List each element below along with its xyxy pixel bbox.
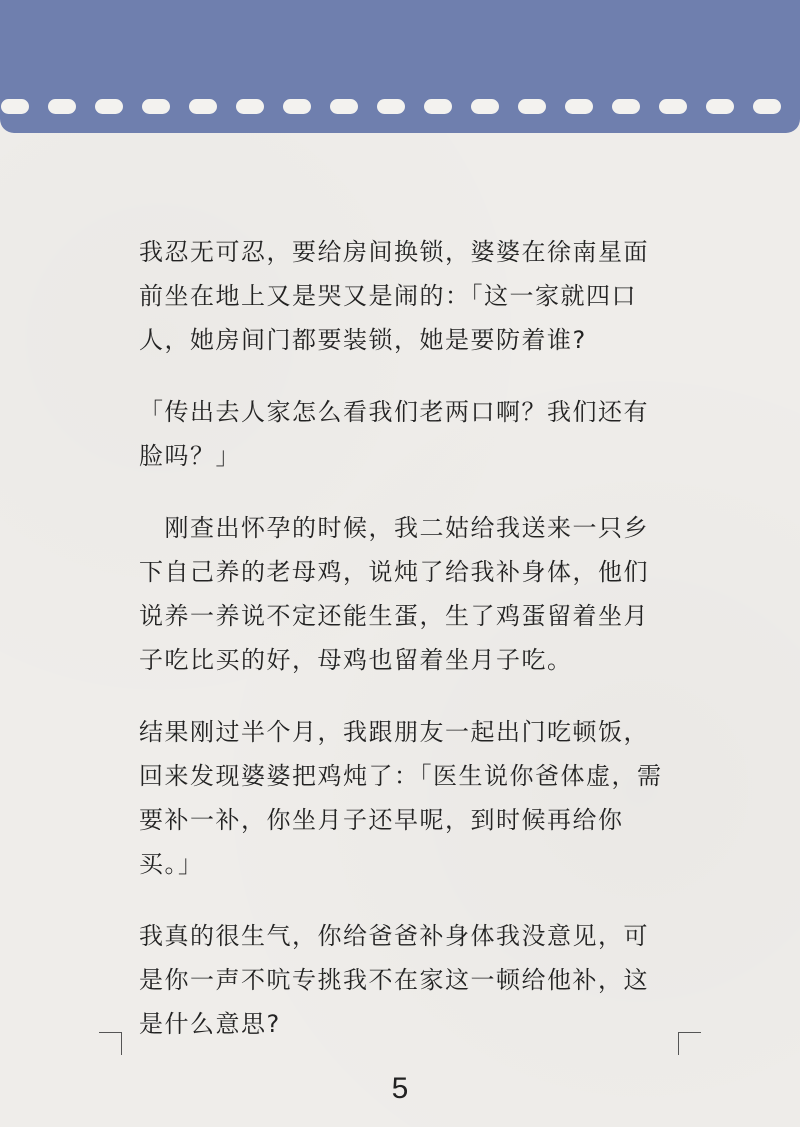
- stitch-dash: [142, 99, 170, 114]
- paragraph: 我忍无可忍，要给房间换锁，婆婆在徐南星面前坐在地上又是哭又是闹的：「这一家就四口人，她房间门都要装锁，她是要防着谁?: [139, 238, 649, 354]
- stitch-dash: [236, 99, 264, 114]
- stitch-dash: [189, 99, 217, 114]
- paragraph: 「传出去人家怎么看我们老两口啊？我们还有脸吗？」: [139, 398, 649, 470]
- stitch-dash: [471, 99, 499, 114]
- stitch-dash: [424, 99, 452, 114]
- paragraph: 结果刚过半个月，我跟朋友一起出门吃顿饭，回来发现婆婆把鸡炖了：「医生说你爸体虚，需要补一补，你坐月子还早呢，到时候再给你买。」: [139, 718, 663, 878]
- stitch-dash: [283, 99, 311, 114]
- corner-mark-right: [678, 1032, 701, 1055]
- paragraph: 我真的很生气，你给爸爸补身体我没意见，可是你一声不吭专挑我不在家这一顿给他补，这是什么意思?: [139, 922, 649, 1038]
- stitch-dash: [659, 99, 687, 114]
- corner-mark-left: [99, 1032, 122, 1055]
- header-band: [0, 0, 800, 133]
- document-body: [139, 230, 664, 1074]
- stitch-dash: [95, 99, 123, 114]
- stitch-dash: [377, 99, 405, 114]
- stitch-dash: [48, 99, 76, 114]
- stitch-dash: [330, 99, 358, 114]
- stitch-decoration: [0, 99, 800, 115]
- stitch-dash: [518, 99, 546, 114]
- stitch-dash: [565, 99, 593, 114]
- stitch-dash: [1, 99, 29, 114]
- stitch-dash: [753, 99, 781, 114]
- stitch-dash: [706, 99, 734, 114]
- stitch-dash: [612, 99, 640, 114]
- page-number: 5: [391, 1072, 409, 1105]
- paragraph: 刚查出怀孕的时候，我二姑给我送来一只乡下自己养的老母鸡，说炖了给我补身体，他们说养一养说不定还能生蛋，生了鸡蛋留着坐月子吃比买的好，母鸡也留着坐月子吃。: [139, 514, 649, 674]
